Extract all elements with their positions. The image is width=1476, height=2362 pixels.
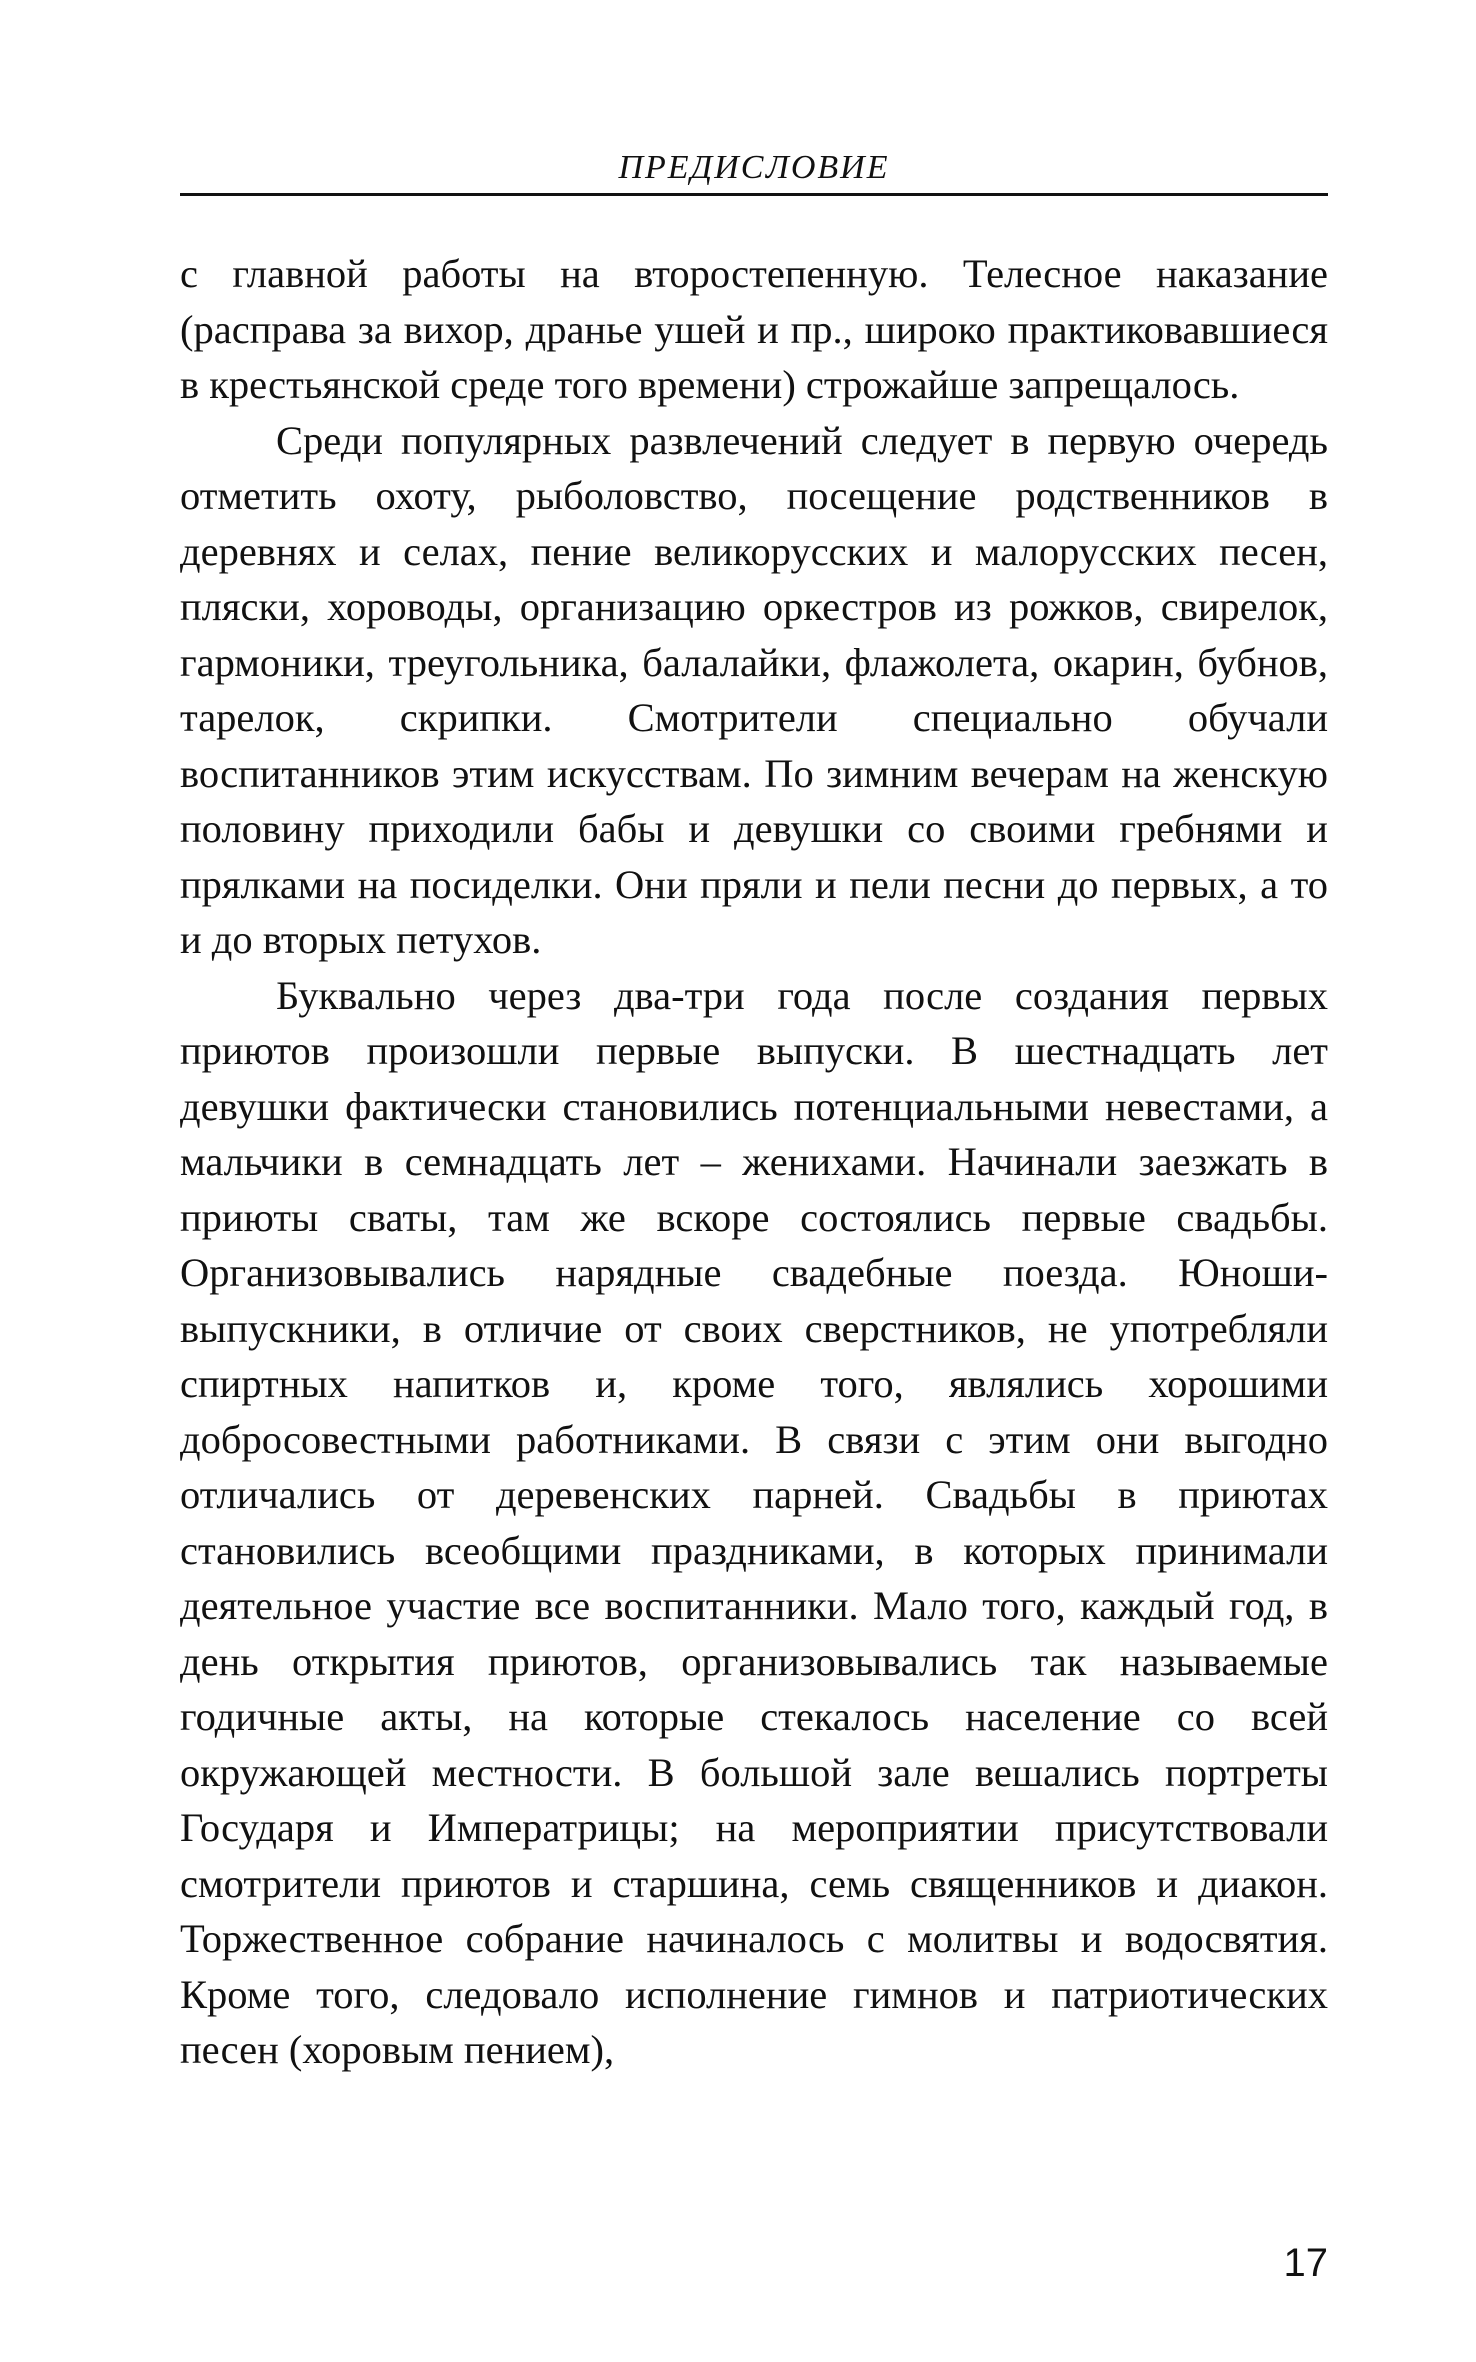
body-text (180, 246, 1328, 2078)
paragraph-3: Буквально через два-три года после создания первых приютов произошли первые выпуски. В шестнадцать лет девушки фактически становились потенциальными невестами, а мальчики в семнадцать лет – женихами. Начинали заезжать в приюты сваты, там же вскоре состоялись первые свадьбы. Организовывались нарядные свадебные поезда. Юноши-выпускники, в отличие от своих сверстников, не употребляли спиртных напитков и, кроме того, являлись хорошими добросовестными работниками. В связи с этим они выгодно отличались от деревенских парней. Свадьбы в приютах становились всеобщими праздниками, в которых принимали деятельное участие все воспитанники. Мало того, каждый год, в день открытия приютов, организовывались так называемые годичные акты, на которые стекалось население со всей окружающей местности. В большой зале вешались портреты Государя и Императрицы; на мероприятии присутствовали смотрители приютов и старшина, семь священников и диакон. Торжественное собрание начиналось с молитвы и водосвятия. Кроме того, следовало исполнение гимнов и патриотических песен (хоровым пением), (180, 972, 1328, 2072)
paragraph-2: Среди популярных развлечений следует в первую очередь отметить охоту, рыболовство, посещение родственников в деревнях и селах, пение великорусских и малорусских песен, пляски, хороводы, организацию оркестров из рожков, свирелок, гармоники, треугольника, балалайки, флажолета, окарин, бубнов, тарелок, скрипки. Смотрители специально обучали воспитанников этим искусствам. По зимним вечерам на женскую половину приходили бабы и девушки со своими гребнями и прялками на посиделки. Они пряли и пели песни до первых, а то и до вторых петухов. (180, 417, 1328, 962)
running-head-title: ПРЕДИСЛОВИЕ (618, 149, 890, 186)
page-number: 17 (1283, 2241, 1328, 2285)
paragraph-1: с главной работы на второстепенную. Телесное наказание (расправа за вихор, дранье ушей и пр., широко практиковавшиеся в крестьянской среде того времени) строжайше запрещалось. (180, 251, 1328, 407)
header-rule (180, 193, 1328, 196)
